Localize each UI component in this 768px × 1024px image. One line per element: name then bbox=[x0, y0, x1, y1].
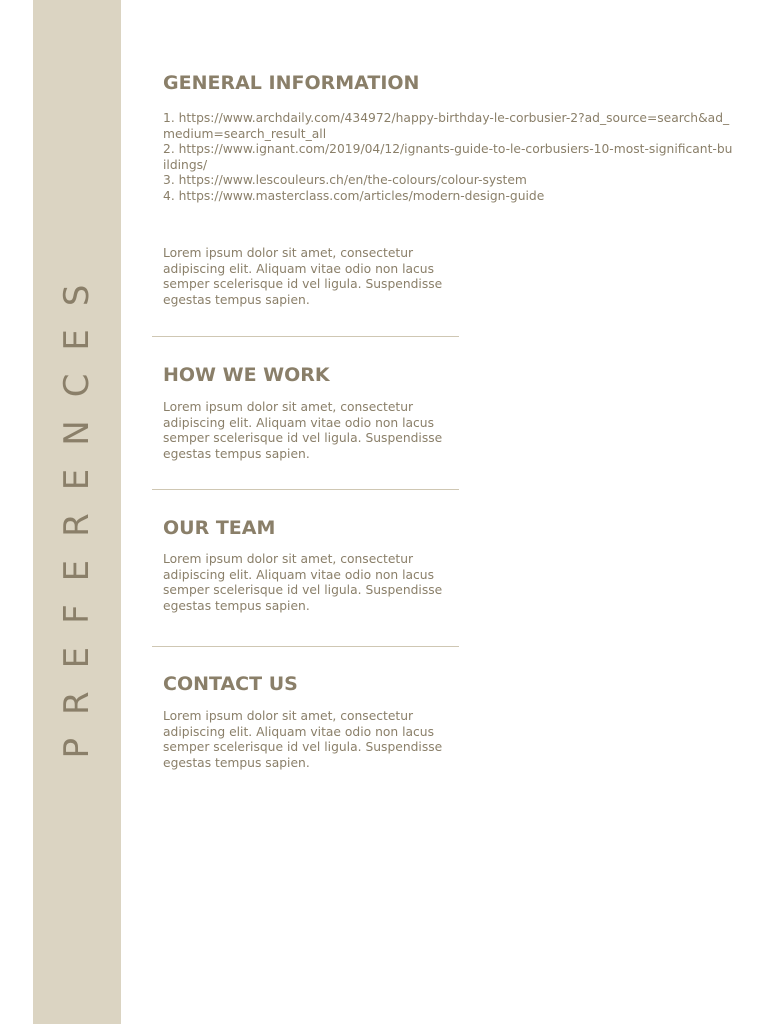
contact-us-paragraph: Lorem ipsum dolor sit amet, consectetur adipiscing elit. Aliquam vitae odio non lacus semper scelerisque id vel ligula. Suspendisse egestas tempus sapien. bbox=[163, 709, 443, 770]
section-divider bbox=[152, 646, 459, 647]
section-heading-how-we-work: HOW WE WORK bbox=[163, 364, 330, 386]
our-team-paragraph: Lorem ipsum dolor sit amet, consectetur adipiscing elit. Aliquam vitae odio non lacus semper scelerisque id vel ligula. Suspendisse egestas tempus sapien. bbox=[163, 552, 443, 613]
section-heading-contact-us: CONTACT US bbox=[163, 673, 298, 695]
section-divider bbox=[152, 336, 459, 337]
how-we-work-paragraph: Lorem ipsum dolor sit amet, consectetur adipiscing elit. Aliquam vitae odio non lacus semper scelerisque id vel ligula. Suspendisse egestas tempus sapien. bbox=[163, 400, 443, 461]
section-heading-general-information: GENERAL INFORMATION bbox=[163, 72, 420, 94]
sidebar-title: PREFERENCES bbox=[57, 261, 97, 759]
reference-link-1[interactable]: 1. https://www.archdaily.com/434972/happy-birthday-le-corbusier-2?ad_source=search&ad_medium=search_result_all bbox=[163, 111, 730, 141]
section-heading-our-team: OUR TEAM bbox=[163, 517, 276, 539]
reference-list bbox=[163, 111, 733, 204]
general-information-paragraph: Lorem ipsum dolor sit amet, consectetur adipiscing elit. Aliquam vitae odio non lacus semper scelerisque id vel ligula. Suspendisse egestas tempus sapien. bbox=[163, 246, 443, 307]
reference-link-3[interactable]: 3. https://www.lescouleurs.ch/en/the-colours/colour-system bbox=[163, 173, 527, 187]
reference-link-2[interactable]: 2. https://www.ignant.com/2019/04/12/ignants-guide-to-le-corbusiers-10-most-significant-buildings/ bbox=[163, 142, 733, 172]
reference-link-4[interactable]: 4. https://www.masterclass.com/articles/modern-design-guide bbox=[163, 188, 545, 203]
section-divider bbox=[152, 489, 459, 490]
